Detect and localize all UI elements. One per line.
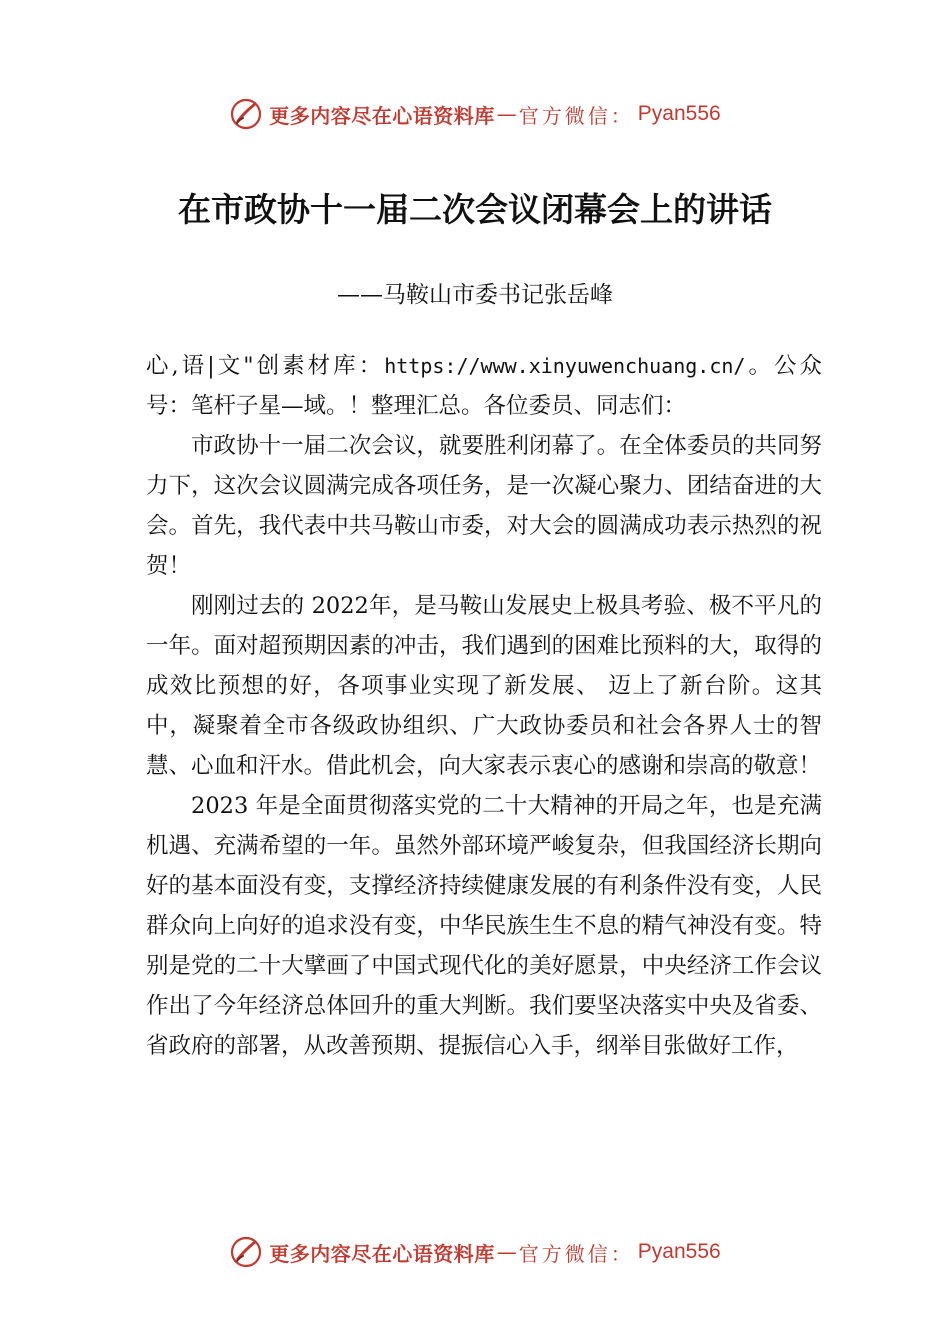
footer-banner	[0, 1230, 950, 1274]
banner-brand-text: 更多内容尽在心语资料库	[269, 103, 495, 128]
intro-suffix: 。公众号：笔杆子星—域。！整理汇总。各位委员、同志们：	[146, 353, 822, 419]
document-body	[146, 346, 822, 1066]
document-title: 在市政协十一届二次会议闭幕会上的讲话	[178, 190, 772, 229]
banner-wechat-label: 官方微信：	[518, 1241, 634, 1266]
banner-wechat-id: Pyan556	[637, 102, 721, 125]
brush-logo-icon	[229, 97, 263, 131]
banner-dash: —	[496, 1240, 517, 1264]
banner-wechat-id: Pyan556	[637, 1240, 721, 1263]
intro-prefix: 心,语|文"创素材库：	[146, 353, 385, 379]
intro-url: https://www.xinyuwenchuang.cn/	[384, 354, 746, 378]
intro-paragraph	[146, 346, 822, 426]
body-paragraph: 市政协十一届二次会议，就要胜利闭幕了。在全体委员的共同努力下，这次会议圆满完成各项任务，是一次凝心聚力、团结奋进的大会。首先，我代表中共马鞍山市委，对大会的圆满成功表示热烈的祝贺！	[146, 433, 822, 579]
body-paragraph: 2023 年是全面贯彻落实党的二十大精神的开局之年，也是充满机遇、充满希望的一年。虽然外部环境严峻复杂，但我国经济长期向好的基本面没有变，支撑经济持续健康发展的有利条件没有变，人民群众向上向好的追求没有变，中华民族生生不息的精气神没有变。特别是党的二十大擘画了中国式现代化的美好愿景，中央经济工作会议作出了今年经济总体回升的重大判断。我们要坚决落实中央及省委、省政府的部署，从改善预期、提振信心入手，纲举目张做好工作，	[146, 793, 822, 1059]
header-banner	[0, 92, 950, 136]
brush-logo-icon	[229, 1235, 263, 1269]
body-paragraph: 刚刚过去的 2022年，是马鞍山发展史上极具考验、极不平凡的一年。面对超预期因素的冲击，我们遇到的困难比预料的大，取得的成效比预想的好，各项事业实现了新发展、 迈上了新台阶。这其中，凝聚着全市各级政协组织、广大政协委员和社会各界人士的智慧、心血和汗水。借此机会，向大家表示衷心的感谢和崇高的敬意！	[146, 593, 822, 779]
document-subtitle: ——马鞍山市委书记张岳峰	[337, 282, 613, 308]
banner-wechat-label: 官方微信：	[518, 103, 634, 128]
banner-brand-text: 更多内容尽在心语资料库	[269, 1241, 495, 1266]
banner-dash: —	[496, 102, 517, 126]
